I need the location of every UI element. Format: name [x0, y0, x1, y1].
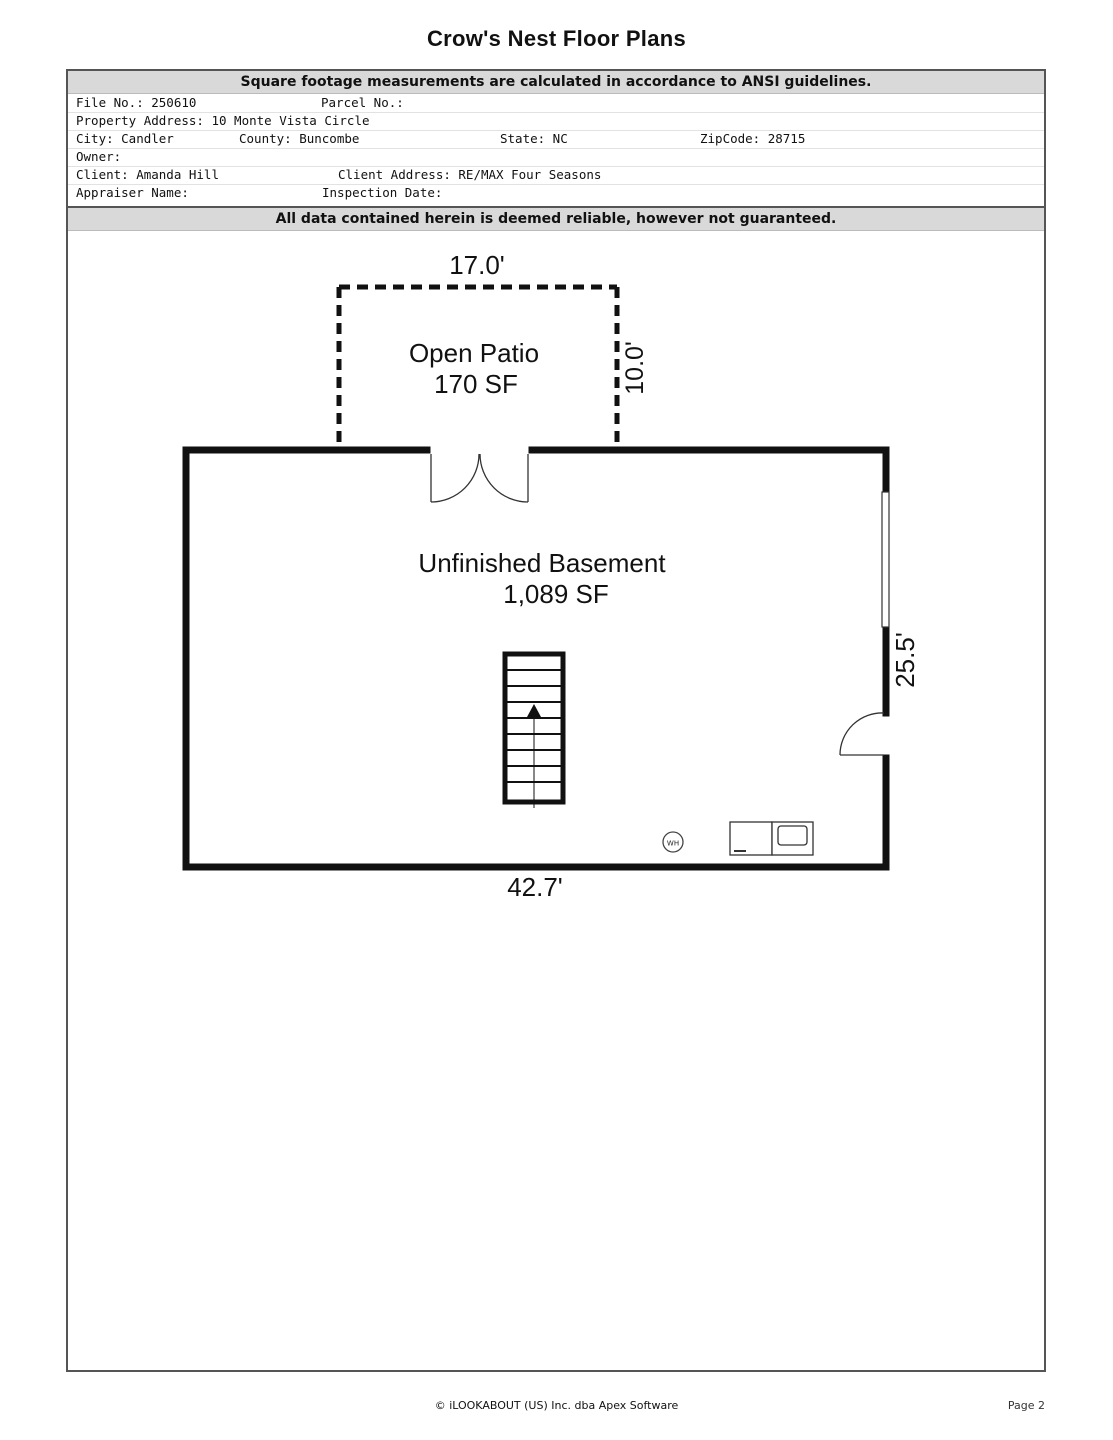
- parcel-number: Parcel No.:: [321, 95, 404, 110]
- property-address: Property Address: 10 Monte Vista Circle: [76, 113, 370, 128]
- inspection-date: Inspection Date:: [322, 185, 443, 200]
- basement-name: Unfinished Basement: [418, 548, 666, 578]
- staircase: [505, 654, 563, 808]
- basement-depth-label: 25.5': [890, 632, 920, 688]
- page-title: Crow's Nest Floor Plans: [426, 26, 687, 51]
- client: Client: Amanda Hill: [76, 167, 219, 182]
- water-heater: [663, 832, 683, 852]
- washer-dryer: [730, 822, 813, 855]
- city: City: Candler: [76, 131, 174, 146]
- copyright-footer: © iLOOKABOUT (US) Inc. dba Apex Software: [434, 1399, 679, 1412]
- client-address: Client Address: RE/MAX Four Seasons: [338, 167, 602, 182]
- side-door: [840, 713, 884, 755]
- patio-name: Open Patio: [408, 338, 540, 368]
- water-heater-label: WH: [666, 839, 680, 848]
- page-number: Page 2: [1007, 1399, 1045, 1412]
- zipcode: ZipCode: 28715: [700, 131, 806, 146]
- french-doors: [431, 454, 528, 502]
- patio-width-label: 17.0': [449, 250, 505, 280]
- basement-width-label: 42.7': [507, 872, 563, 902]
- state: State: NC: [500, 131, 568, 146]
- ansi-notice-band: Square footage measurements are calculated in accordance to ANSI guidelines.: [68, 71, 1044, 94]
- patio-area: 170 SF: [434, 369, 518, 399]
- file-number: File No.: 250610: [76, 95, 197, 110]
- county: County: Buncombe: [239, 131, 360, 146]
- patio-depth-label: 10.0': [621, 341, 649, 395]
- owner: Owner:: [76, 149, 122, 164]
- basement-area: 1,089 SF: [503, 579, 609, 609]
- appraiser-name: Appraiser Name:: [76, 185, 189, 200]
- window: [882, 492, 889, 627]
- disclaimer-band: All data contained herein is deemed reliable, however not guaranteed.: [68, 206, 1044, 231]
